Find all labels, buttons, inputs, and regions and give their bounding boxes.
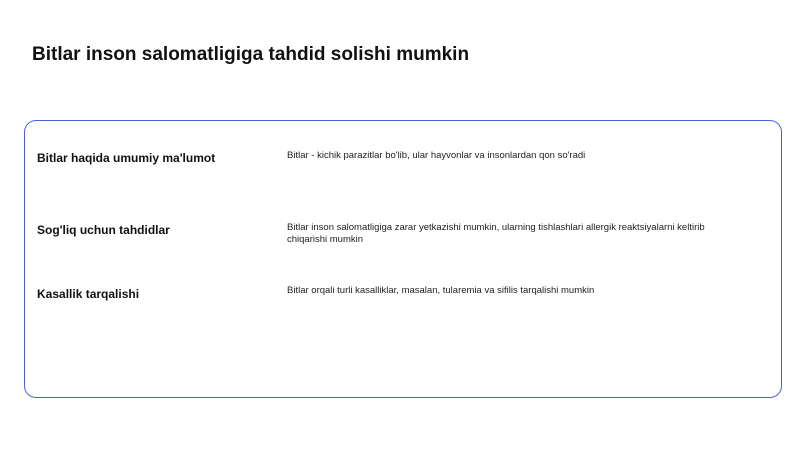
row-description: Bitlar inson salomatligiga zarar yetkazishi mumkin, ularning tishlashlari allergik reaktsiyalarni keltirib chiqarishi mumkin: [287, 222, 705, 245]
row-label: Bitlar haqida umumiy ma'lumot: [37, 151, 216, 165]
row-description: Bitlar orqali turli kasalliklar, masalan, tularemia va sifilis tarqalishi mumkin: [287, 285, 595, 296]
info-card: [24, 120, 782, 398]
row-label: Kasallik tarqalishi: [37, 287, 140, 301]
slide-title: Bitlar inson salomatligiga tahdid solishi mumkin: [32, 44, 470, 65]
row-label: Sog'liq uchun tahdidlar: [37, 223, 170, 237]
row-description: Bitlar - kichik parazitlar bo'lib, ular hayvonlar va insonlardan qon so'radi: [287, 150, 586, 161]
